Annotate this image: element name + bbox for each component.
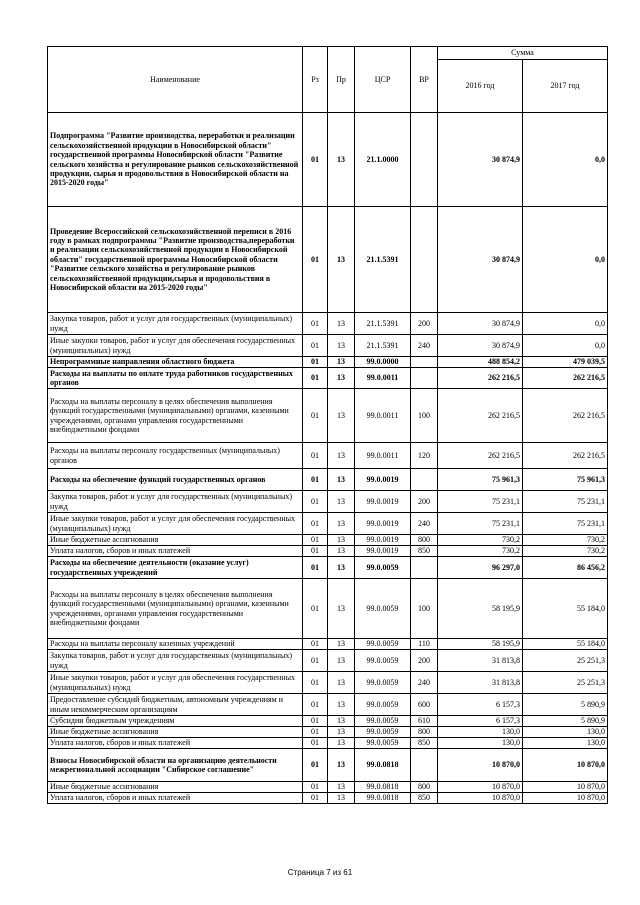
cell-vr: 100 [411,579,438,639]
cell-csr: 21.1.5391 [355,207,411,313]
table-row [48,793,608,804]
cell-amount-2016: 75 231,1 [438,513,523,535]
page-footer: Страница 7 из 61 [287,868,353,877]
cell-vr: 600 [411,694,438,716]
table-row [48,579,608,639]
cell-name: Расходы на выплаты персоналу в целях обеспечения выполнения функций государственными (муниципальными) органами, казенными учреждениями, органами управления государственными внебюджетными фондами [48,389,303,443]
cell-name: Подпрограмма "Развитие производства, переработки и реализации сельскохозяйственной продукции в Новосибирской области" государственной программы Новосибирской области "Развитие сельского хозяйства и регулирование рынков сельскохозяйственной продукции, сырья и продовольствия в Новосибирской области на 2015-2020 годы" [48,113,303,207]
table-row [48,535,608,546]
cell-name: Субсидии бюджетным учреждениям [48,716,303,727]
cell-csr: 99.0.0059 [355,557,411,579]
header-pr: Пр [328,47,355,113]
cell-rz: 01 [303,738,328,749]
cell-rz: 01 [303,749,328,782]
cell-csr: 99.0.0011 [355,443,411,469]
cell-rz: 01 [303,389,328,443]
cell-pr: 13 [328,579,355,639]
cell-amount-2017: 5 890,9 [523,716,608,727]
cell-csr: 99.0.0059 [355,672,411,694]
header-vr: ВР [411,47,438,113]
cell-pr: 13 [328,650,355,672]
table-row [48,335,608,357]
cell-rz: 01 [303,535,328,546]
cell-amount-2016: 30 874,9 [438,207,523,313]
cell-amount-2016: 30 874,9 [438,113,523,207]
cell-rz: 01 [303,113,328,207]
cell-amount-2017: 10 870,0 [523,749,608,782]
cell-vr: 200 [411,491,438,513]
cell-pr: 13 [328,639,355,650]
cell-name: Уплата налогов, сборов и иных платежей [48,546,303,557]
cell-amount-2017: 25 251,3 [523,650,608,672]
cell-pr: 13 [328,207,355,313]
cell-name: Расходы на выплаты по оплате труда работников государственных органов [48,368,303,389]
cell-pr: 13 [328,546,355,557]
cell-csr: 99.0.0059 [355,650,411,672]
cell-csr: 99.0.0011 [355,389,411,443]
cell-rz: 01 [303,491,328,513]
cell-amount-2017: 0,0 [523,335,608,357]
cell-amount-2017: 86 456,2 [523,557,608,579]
cell-amount-2017: 130,0 [523,727,608,738]
cell-amount-2016: 58 195,9 [438,639,523,650]
cell-name: Взносы Новосибирской области на организацию деятельности межрегиональной ассоциации "Сибирское соглашение" [48,749,303,782]
cell-amount-2016: 262 216,5 [438,443,523,469]
cell-rz: 01 [303,694,328,716]
cell-vr: 800 [411,727,438,738]
cell-rz: 01 [303,716,328,727]
cell-vr [411,469,438,491]
cell-csr: 99.0.0818 [355,782,411,793]
table-row [48,650,608,672]
cell-amount-2016: 30 874,9 [438,313,523,335]
table-row [48,557,608,579]
cell-amount-2017: 130,0 [523,738,608,749]
cell-pr: 13 [328,313,355,335]
cell-pr: 13 [328,749,355,782]
cell-vr: 110 [411,639,438,650]
cell-rz: 01 [303,782,328,793]
cell-pr: 13 [328,335,355,357]
table-row [48,727,608,738]
cell-rz: 01 [303,672,328,694]
cell-name: Закупка товаров, работ и услуг для государственных (муниципальных) нужд [48,491,303,513]
cell-pr: 13 [328,782,355,793]
cell-pr: 13 [328,389,355,443]
cell-vr: 610 [411,716,438,727]
cell-pr: 13 [328,793,355,804]
cell-amount-2016: 6 157,3 [438,694,523,716]
cell-csr: 99.0.0818 [355,749,411,782]
cell-vr: 120 [411,443,438,469]
cell-rz: 01 [303,357,328,368]
cell-vr [411,749,438,782]
header-sum: Сумма [438,47,608,60]
cell-name: Непрограммные направления областного бюджета [48,357,303,368]
cell-csr: 99.0.0019 [355,469,411,491]
cell-amount-2016: 10 870,0 [438,749,523,782]
cell-pr: 13 [328,513,355,535]
cell-rz: 01 [303,313,328,335]
cell-rz: 01 [303,546,328,557]
cell-pr: 13 [328,491,355,513]
cell-amount-2017: 55 184,0 [523,579,608,639]
cell-name: Расходы на обеспечение деятельности (оказание услуг) государственных учреждений [48,557,303,579]
table-row [48,738,608,749]
cell-amount-2016: 31 813,8 [438,650,523,672]
cell-amount-2017: 0,0 [523,207,608,313]
cell-amount-2017: 25 251,3 [523,672,608,694]
cell-csr: 99.0.0011 [355,368,411,389]
table-body [48,113,608,804]
cell-name: Уплата налогов, сборов и иных платежей [48,793,303,804]
table-row [48,469,608,491]
cell-amount-2016: 730,2 [438,546,523,557]
cell-amount-2017: 730,2 [523,546,608,557]
cell-name: Расходы на выплаты персоналу государственных (муниципальных) органов [48,443,303,469]
cell-csr: 99.0.0019 [355,491,411,513]
cell-amount-2016: 262 216,5 [438,389,523,443]
cell-vr: 240 [411,335,438,357]
cell-csr: 21.1.5391 [355,313,411,335]
table-row [48,513,608,535]
table-row [48,672,608,694]
cell-name: Уплата налогов, сборов и иных платежей [48,738,303,749]
cell-csr: 99.0.0059 [355,639,411,650]
cell-csr: 99.0.0059 [355,738,411,749]
table-row [48,113,608,207]
cell-name: Иные закупки товаров, работ и услуг для обеспечения государственных (муниципальных) нужд [48,335,303,357]
cell-amount-2017: 5 890,9 [523,694,608,716]
cell-pr: 13 [328,357,355,368]
header-year-2017: 2017 год [523,60,608,113]
cell-rz: 01 [303,335,328,357]
cell-vr [411,113,438,207]
cell-amount-2017: 55 184,0 [523,639,608,650]
cell-amount-2016: 75 961,3 [438,469,523,491]
cell-csr: 99.0.0059 [355,694,411,716]
cell-amount-2016: 10 870,0 [438,782,523,793]
cell-vr [411,368,438,389]
cell-amount-2017: 75 231,1 [523,513,608,535]
cell-csr: 99.0.0019 [355,546,411,557]
table-row [48,313,608,335]
cell-rz: 01 [303,650,328,672]
cell-rz: 01 [303,557,328,579]
table-row [48,491,608,513]
table-row [48,639,608,650]
cell-amount-2016: 31 813,8 [438,672,523,694]
header-year-2016: 2016 год [438,60,523,113]
cell-amount-2017: 730,2 [523,535,608,546]
cell-amount-2017: 75 961,3 [523,469,608,491]
cell-amount-2017: 262 216,5 [523,368,608,389]
cell-amount-2016: 488 854,2 [438,357,523,368]
cell-amount-2016: 130,0 [438,727,523,738]
cell-vr: 800 [411,782,438,793]
cell-pr: 13 [328,443,355,469]
cell-vr: 100 [411,389,438,443]
cell-amount-2017: 0,0 [523,113,608,207]
cell-amount-2016: 10 870,0 [438,793,523,804]
table-row [48,389,608,443]
cell-amount-2016: 30 874,9 [438,335,523,357]
cell-amount-2017: 75 231,1 [523,491,608,513]
cell-name: Расходы на обеспечение функций государственных органов [48,469,303,491]
cell-vr: 240 [411,513,438,535]
cell-csr: 99.0.0000 [355,357,411,368]
cell-name: Закупка товаров, работ и услуг для государственных (муниципальных) нужд [48,650,303,672]
cell-amount-2017: 262 216,5 [523,389,608,443]
cell-vr [411,357,438,368]
table-row [48,207,608,313]
cell-rz: 01 [303,793,328,804]
cell-name: Расходы на выплаты персоналу казенных учреждений [48,639,303,650]
cell-pr: 13 [328,694,355,716]
cell-pr: 13 [328,727,355,738]
cell-rz: 01 [303,579,328,639]
cell-vr: 800 [411,535,438,546]
header-csr: ЦСР [355,47,411,113]
cell-pr: 13 [328,557,355,579]
cell-amount-2017: 262 216,5 [523,443,608,469]
cell-pr: 13 [328,368,355,389]
cell-amount-2016: 75 231,1 [438,491,523,513]
cell-amount-2016: 96 297,0 [438,557,523,579]
cell-vr: 850 [411,738,438,749]
cell-amount-2017: 10 870,0 [523,782,608,793]
cell-pr: 13 [328,738,355,749]
table-row [48,716,608,727]
cell-csr: 99.0.0019 [355,513,411,535]
cell-rz: 01 [303,443,328,469]
cell-csr: 21.1.5391 [355,335,411,357]
cell-amount-2017: 0,0 [523,313,608,335]
table-row [48,694,608,716]
cell-name: Иные закупки товаров, работ и услуг для обеспечения государственных (муниципальных) нужд [48,513,303,535]
cell-amount-2017: 479 039,5 [523,357,608,368]
cell-name: Предоставление субсидий бюджетным, автономным учреждениям и иным некоммерческим организациям [48,694,303,716]
cell-csr: 99.0.0059 [355,716,411,727]
cell-vr: 240 [411,672,438,694]
cell-name: Иные бюджетные ассигнования [48,535,303,546]
cell-name: Проведение Всероссийской сельскохозяйственной переписи в 2016 году в рамках подпрограммы "Развитие производства,переработки и реализации сельскохозяйственной продукции в Новосибирской области" государственной программы Новосибирской области "Развитие сельского хозяйства и регулирование рынков сельскохозяйственной продукции,сырья и продовольствия в Новосибирской области на 2015-2020 годы" [48,207,303,313]
cell-pr: 13 [328,469,355,491]
cell-amount-2016: 6 157,3 [438,716,523,727]
cell-csr: 99.0.0818 [355,793,411,804]
budget-table [47,46,608,804]
cell-amount-2016: 130,0 [438,738,523,749]
table-row [48,357,608,368]
cell-amount-2016: 730,2 [438,535,523,546]
table-row [48,368,608,389]
cell-rz: 01 [303,368,328,389]
cell-csr: 99.0.0059 [355,579,411,639]
cell-pr: 13 [328,113,355,207]
cell-vr: 200 [411,313,438,335]
cell-pr: 13 [328,716,355,727]
header-rz: Рз [303,47,328,113]
table-row [48,443,608,469]
table-row [48,749,608,782]
cell-pr: 13 [328,672,355,694]
cell-rz: 01 [303,207,328,313]
table-row [48,546,608,557]
cell-vr [411,207,438,313]
cell-vr: 200 [411,650,438,672]
table-row [48,782,608,793]
cell-csr: 99.0.0059 [355,727,411,738]
cell-vr [411,557,438,579]
cell-csr: 21.1.0000 [355,113,411,207]
cell-name: Иные закупки товаров, работ и услуг для обеспечения государственных (муниципальных) нужд [48,672,303,694]
cell-vr: 850 [411,793,438,804]
cell-amount-2016: 262 216,5 [438,368,523,389]
cell-rz: 01 [303,513,328,535]
cell-csr: 99.0.0019 [355,535,411,546]
cell-rz: 01 [303,639,328,650]
cell-rz: 01 [303,727,328,738]
cell-name: Расходы на выплаты персоналу в целях обеспечения выполнения функций государственными (муниципальными) органами, казенными учреждениями, органами управления государственными внебюджетными фондами [48,579,303,639]
cell-rz: 01 [303,469,328,491]
header-name: Наименование [48,47,303,113]
cell-name: Иные бюджетные ассигнования [48,782,303,793]
cell-vr: 850 [411,546,438,557]
cell-pr: 13 [328,535,355,546]
cell-amount-2017: 10 870,0 [523,793,608,804]
cell-amount-2016: 58 195,9 [438,579,523,639]
cell-name: Закупка товаров, работ и услуг для государственных (муниципальных) нужд [48,313,303,335]
cell-name: Иные бюджетные ассигнования [48,727,303,738]
